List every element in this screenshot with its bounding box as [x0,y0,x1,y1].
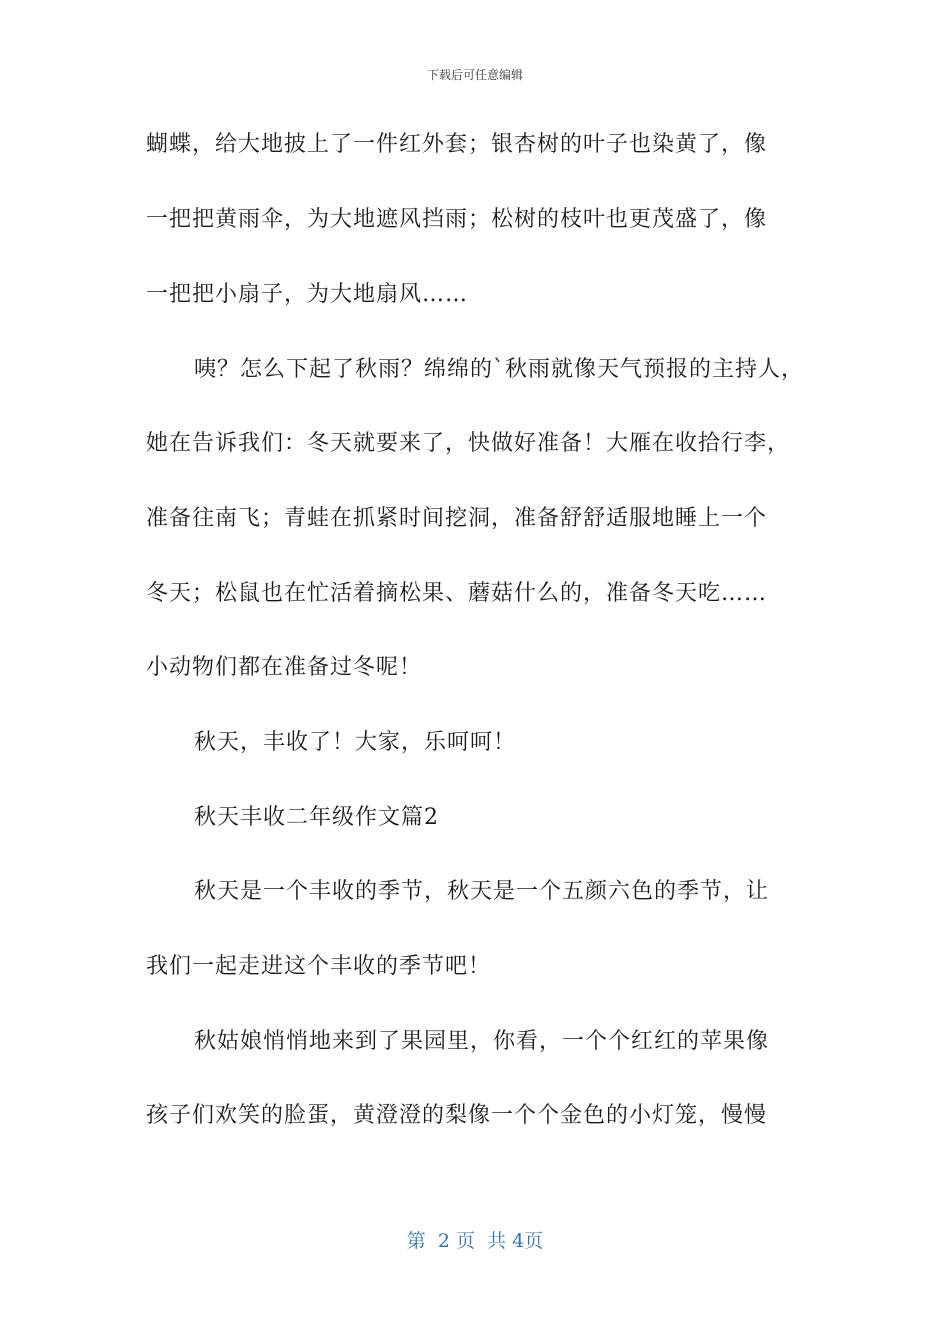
text-line-13: 秋姑娘悄悄地来到了果园里，你看，一个个红红的苹果像 [194,1029,770,1054]
text-line-4: 咦？怎么下起了秋雨？绵绵的`秋雨就像天气预报的主持人， [194,357,805,382]
section-heading: 秋天丰收二年级作文篇2 [194,805,439,830]
text-line-14: 孩子们欢笑的脸蛋，黄澄澄的梨像一个个金色的小灯笼，慢慢 [146,1103,768,1128]
text-line-11: 秋天是一个丰收的季节，秋天是一个五颜六色的季节，让 [194,879,770,904]
text-line-6: 准备往南飞；青蛙在抓紧时间挖洞，准备舒舒适服地睡上一个 [146,506,768,531]
text-line-9: 秋天，丰收了！大家，乐呵呵！ [194,730,517,755]
text-line-1: 蝴蝶，给大地披上了一件红外套；银杏树的叶子也染黄了，像 [146,132,768,157]
text-line-7: 冬天；松鼠也在忙活着摘松果、蘑菇什么的，准备冬天吃…… [146,581,768,606]
text-line-2: 一把把黄雨伞，为大地遮风挡雨；松树的枝叶也更茂盛了，像 [146,207,768,232]
text-line-8: 小动物们都在准备过冬呢！ [146,655,423,680]
text-line-3: 一把把小扇子，为大地扇风…… [146,282,469,307]
page-header-note: 下载后可任意编辑 [426,68,523,82]
page-number-footer: 第 2 页 共 4页 [406,1230,544,1252]
text-line-12: 我们一起走进这个丰收的季节吧！ [146,954,492,979]
text-line-5: 她在告诉我们：冬天就要来了，快做好准备！大雁在收拾行李， [146,431,791,456]
